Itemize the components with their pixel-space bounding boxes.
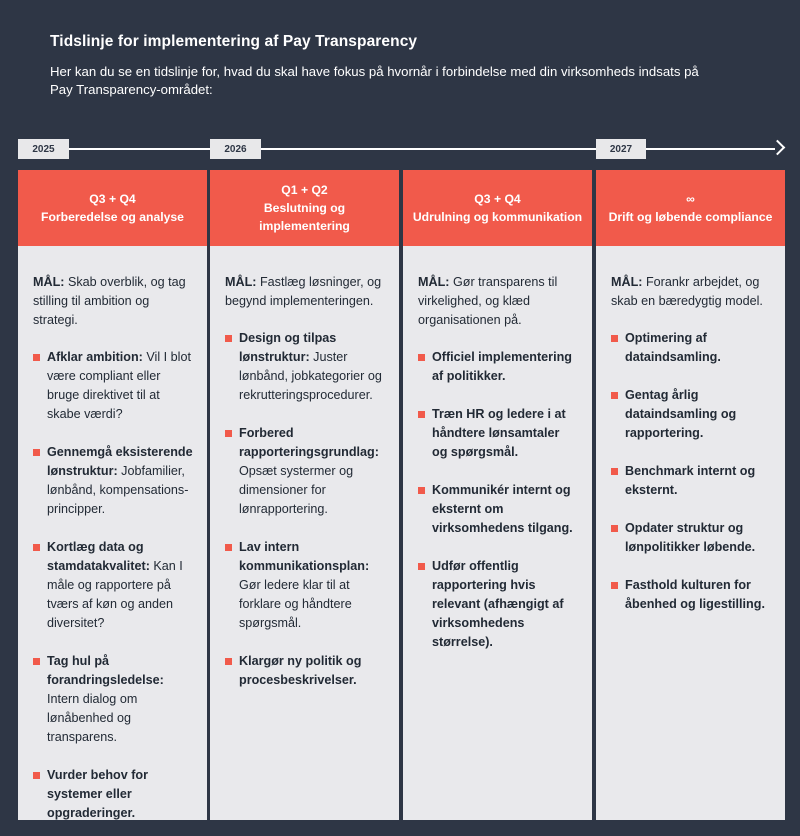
phase-goal [418, 273, 578, 330]
item-text: Juster lønbånd, jobkategorier og rekrutteringsprocedurer. [239, 350, 382, 402]
item-heading: Benchmark internt og eksternt. [625, 464, 756, 497]
goal-text: Fastlæg løsninger, og begynd implementeringen. [225, 275, 382, 308]
list-item [611, 462, 771, 500]
phase-body [210, 246, 399, 690]
phase-body [403, 246, 592, 652]
item-heading: Optimering af dataindsamling. [625, 331, 721, 364]
list-item [225, 329, 385, 405]
item-heading: Design og tilpas lønstruktur: [239, 331, 337, 364]
item-heading: Officiel implementering af politikker. [432, 350, 572, 383]
list-item [611, 519, 771, 557]
item-heading: Afklar ambition: [47, 350, 143, 364]
arrow-right-icon [770, 140, 786, 156]
item-text: Intern dialog om lønåbenhed og transparens. [47, 692, 138, 744]
list-item [418, 348, 578, 386]
square-bullet-icon [225, 544, 232, 551]
list-item [611, 329, 771, 367]
phase-period: Q3 + Q4 [89, 192, 136, 206]
list-item [225, 652, 385, 690]
year-label-2027: 2027 [596, 139, 646, 159]
list-item [33, 348, 193, 424]
phase-column [596, 170, 785, 820]
goal-label: MÅL: [418, 275, 450, 289]
goal-label: MÅL: [611, 275, 643, 289]
phase-title: Udrulning og kommunikation [412, 210, 583, 224]
square-bullet-icon [418, 487, 425, 494]
square-bullet-icon [611, 335, 618, 342]
square-bullet-icon [33, 658, 40, 665]
square-bullet-icon [33, 449, 40, 456]
item-heading: Udfør offentlig rapportering hvis relevant (afhængigt af virksomhedens størrelse). [432, 559, 564, 649]
phase-column [210, 170, 399, 820]
list-item [611, 386, 771, 443]
timeline-axis [18, 148, 783, 150]
square-bullet-icon [418, 563, 425, 570]
square-bullet-icon [611, 468, 618, 475]
year-label-2025: 2025 [18, 139, 69, 159]
item-text: Gør ledere klar til at forklare og håndtere spørgsmål. [239, 578, 352, 630]
item-text: Vil I blot være compliant eller bruge direktivet til at skabe værdi? [47, 350, 191, 421]
item-text: Jobfamilier, lønbånd, kompensations-principper. [47, 464, 189, 516]
phase-period: Q1 + Q2 [281, 183, 328, 197]
phase-title: Forberedelse og analyse [41, 210, 184, 224]
phase-goal [611, 273, 771, 311]
phase-header [596, 170, 785, 246]
phase-header [18, 170, 207, 246]
list-item [418, 481, 578, 538]
year-label-2026: 2026 [210, 139, 261, 159]
square-bullet-icon [33, 354, 40, 361]
item-heading: Opdater struktur og lønpolitikker løbende. [625, 521, 756, 554]
goal-text: Gør transparens til virkelighed, og klæd organisationen på. [418, 275, 558, 327]
item-heading: Fasthold kulturen for åbenhed og ligestilling. [625, 578, 765, 611]
phase-title: Drift og løbende compliance [608, 210, 773, 224]
item-heading: Forbered rapporteringsgrundlag: [239, 426, 379, 459]
list-item [418, 557, 578, 652]
item-heading: Kortlæg data og stamdatakvalitet: [47, 540, 150, 573]
item-text: Kan I måle og rapportere på tværs af køn og anden diversitet? [47, 559, 183, 630]
phase-column [18, 170, 207, 820]
item-text: Opsæt systermer og dimensioner for lønrapportering. [239, 464, 354, 516]
timeline-line [18, 148, 775, 150]
goal-text: Skab overblik, og tag stilling til ambition og strategi. [33, 275, 186, 327]
phase-body [18, 246, 207, 823]
item-heading: Klargør ny politik og procesbeskrivelser. [239, 654, 362, 687]
list-item [33, 652, 193, 747]
list-item [33, 766, 193, 823]
phase-goal [225, 273, 385, 311]
item-heading: Vurder behov for systemer eller opgraderinger. [47, 768, 148, 820]
item-heading: Gentag årlig dataindsamling og rapportering. [625, 388, 737, 440]
list-item [33, 538, 193, 633]
phase-header [210, 170, 399, 246]
list-item [611, 576, 771, 614]
square-bullet-icon [225, 335, 232, 342]
phase-column [403, 170, 592, 820]
page-title: Tidslinje for implementering af Pay Transparency [50, 33, 418, 50]
phase-header [403, 170, 592, 246]
square-bullet-icon [611, 392, 618, 399]
goal-label: MÅL: [33, 275, 65, 289]
square-bullet-icon [33, 772, 40, 779]
phase-body [596, 246, 785, 614]
square-bullet-icon [418, 354, 425, 361]
square-bullet-icon [225, 658, 232, 665]
phase-goal [33, 273, 193, 330]
phase-period: Q3 + Q4 [474, 192, 521, 206]
item-heading: Lav intern kommunikationsplan: [239, 540, 370, 573]
item-heading: Træn HR og ledere i at håndtere lønsamtaler og spørgsmål. [432, 407, 566, 459]
phase-title: Beslutning og implementering [259, 201, 350, 233]
phase-period: ∞ [686, 192, 695, 206]
item-heading: Kommunikér internt og eksternt om virksomhedens tilgang. [432, 483, 573, 535]
item-heading: Tag hul på forandringsledelse: [47, 654, 164, 687]
goal-text: Forankr arbejdet, og skab en bæredygtig model. [611, 275, 763, 308]
square-bullet-icon [418, 411, 425, 418]
list-item [225, 538, 385, 633]
square-bullet-icon [33, 544, 40, 551]
goal-label: MÅL: [225, 275, 257, 289]
list-item [225, 424, 385, 519]
square-bullet-icon [611, 525, 618, 532]
list-item [418, 405, 578, 462]
list-item [33, 443, 193, 519]
page-subtitle: Her kan du se en tidslinje for, hvad du skal have fokus på hvornår i forbindelse med din virksomheds indsats på Pay Transparency-området: [50, 64, 699, 97]
square-bullet-icon [225, 430, 232, 437]
square-bullet-icon [611, 582, 618, 589]
item-heading: Gennemgå eksisterende lønstruktur: [47, 445, 193, 478]
